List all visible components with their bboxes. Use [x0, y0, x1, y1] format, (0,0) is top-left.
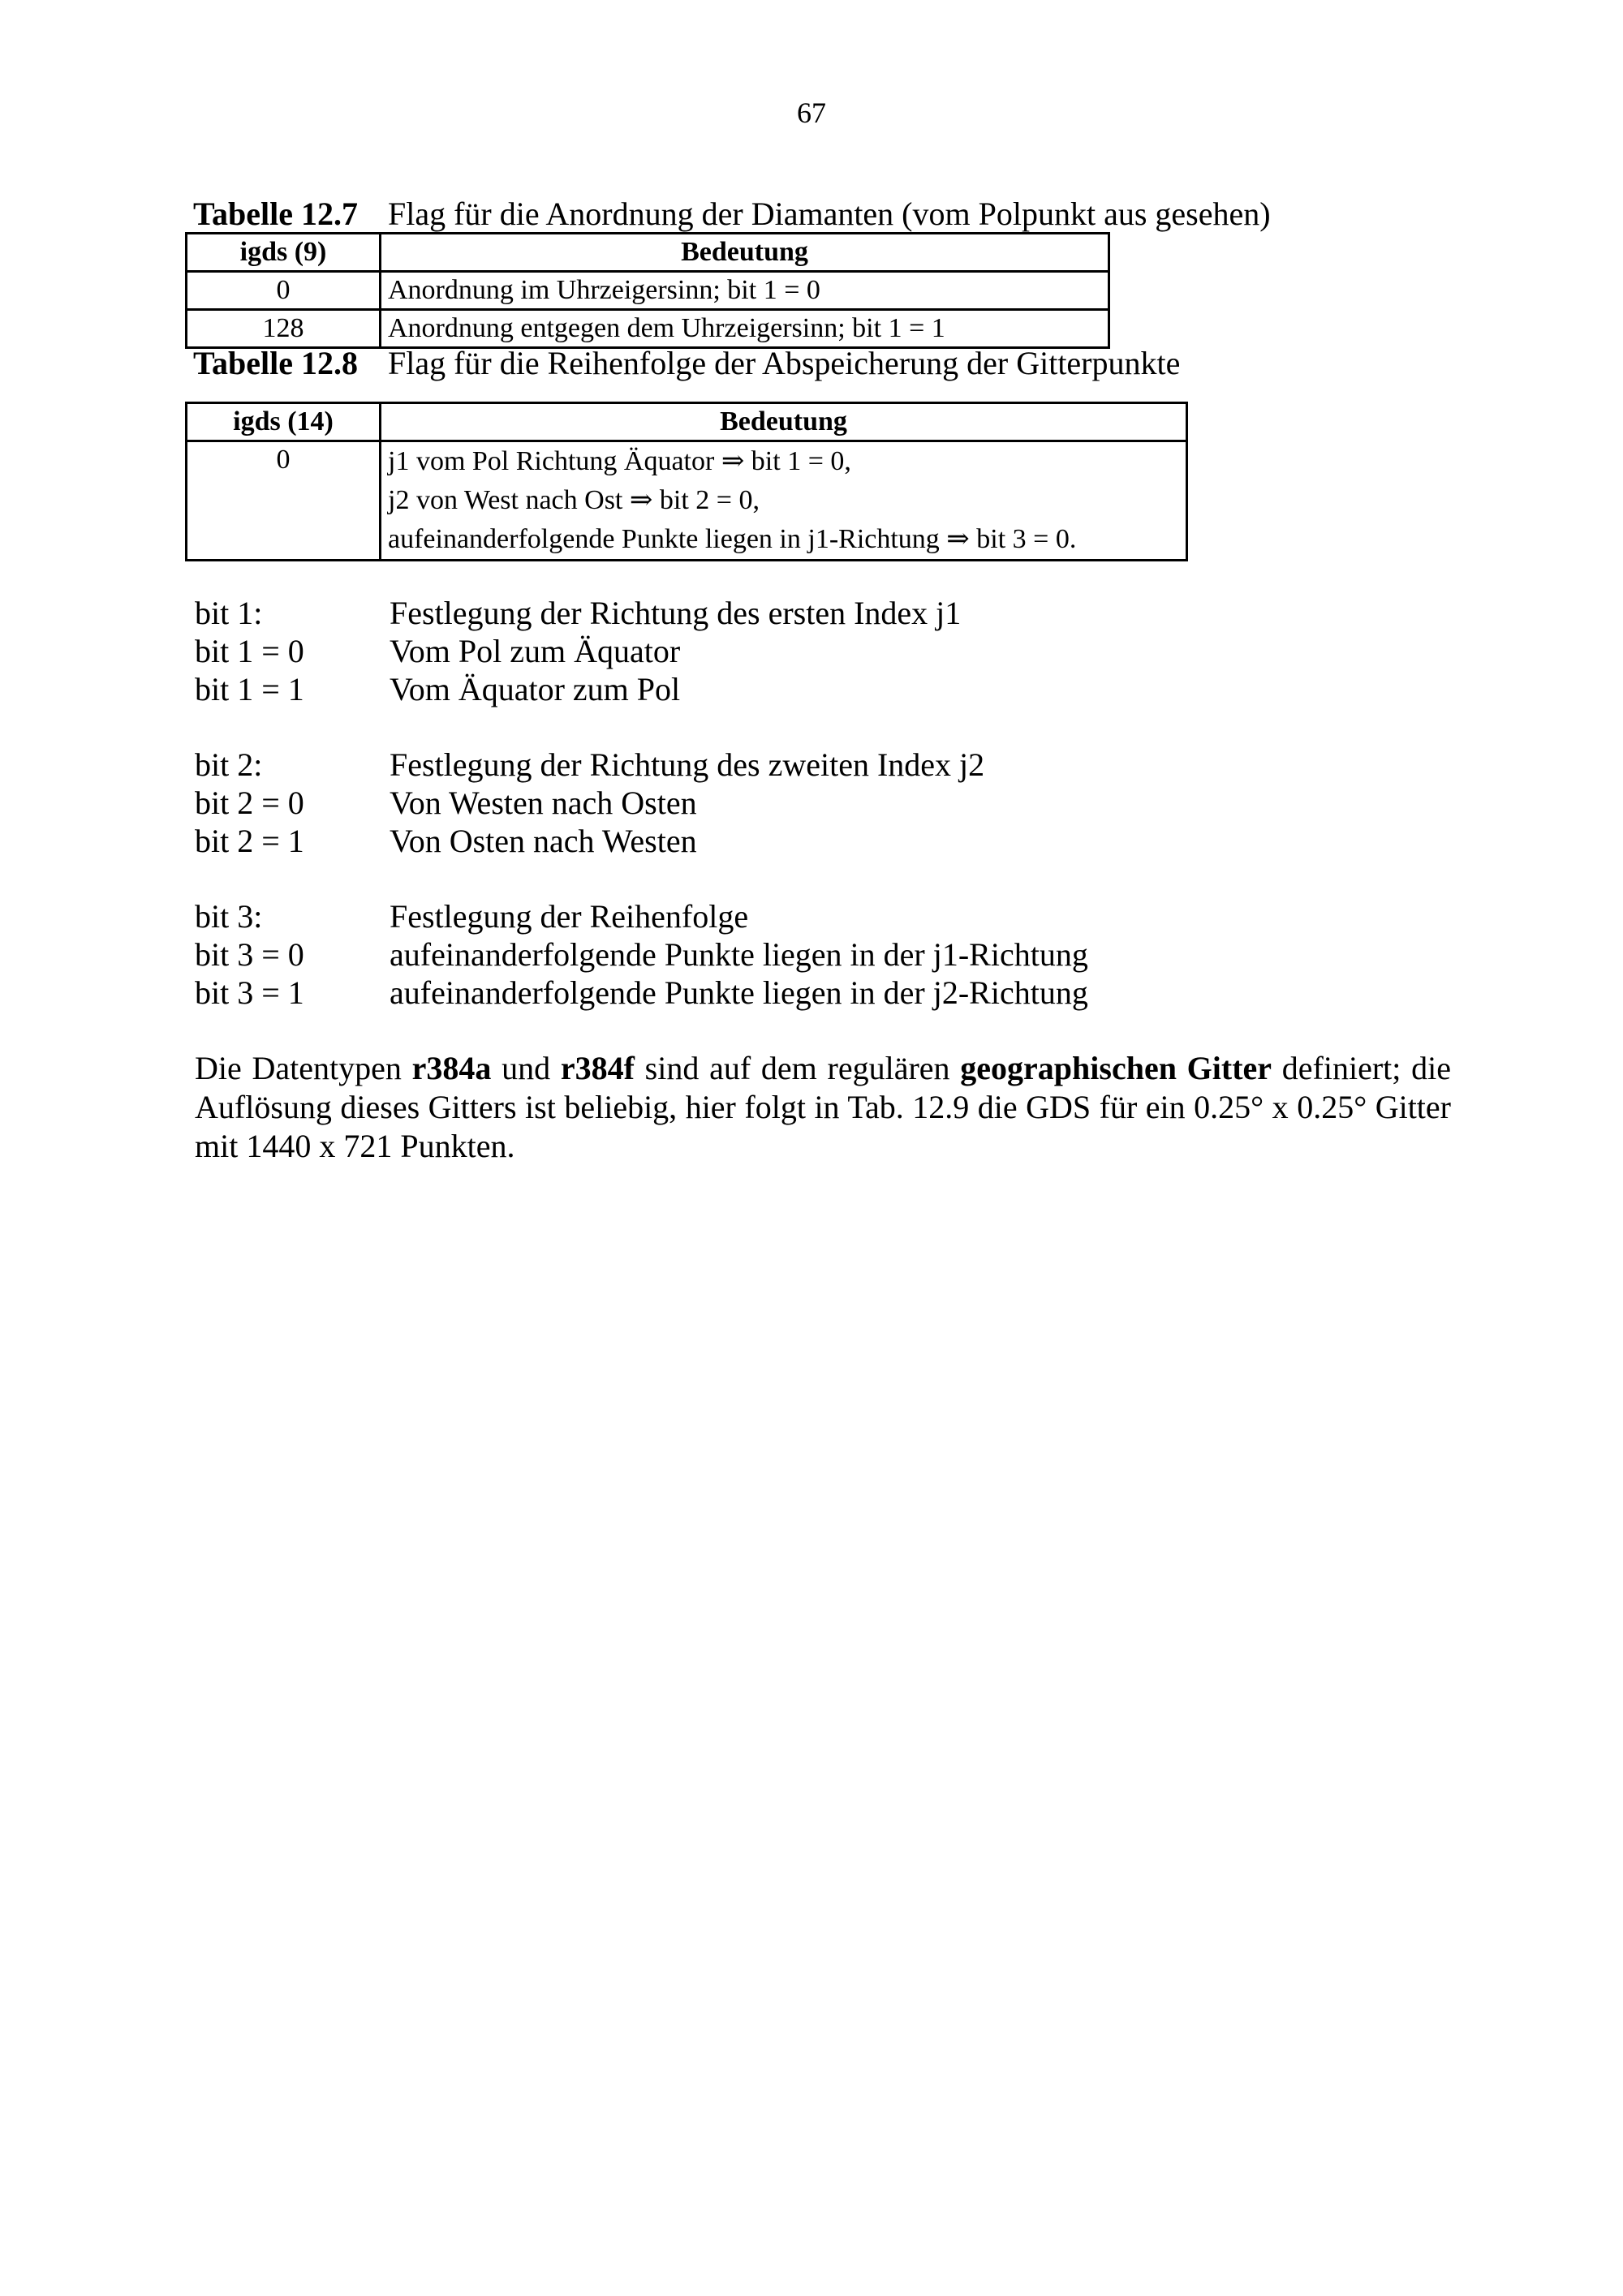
- table-row: [187, 441, 1187, 561]
- bit-value: Vom Pol zum Äquator: [390, 633, 681, 669]
- bit-row: [195, 974, 1088, 1012]
- paragraph-text: definiert; die Auflösung dieses Gitters ist beliebig, hier folgt in Tab. 12.9 die GDS für ein 0.25° x 0.25° Gitter mit 1440 x 721 Punkten.: [195, 1050, 1452, 1164]
- column-header: Bedeutung: [381, 403, 1187, 441]
- bit-value: aufeinanderfolgende Punkte liegen in der j2-Richtung: [390, 974, 1088, 1011]
- body-paragraph: [195, 1049, 1451, 1166]
- bit-key: bit 1 = 1: [195, 671, 304, 707]
- bit-row: [195, 594, 1088, 632]
- bit-value: Festlegung der Reihenfolge: [390, 898, 749, 935]
- datatype-r384f: r384f: [560, 1050, 635, 1086]
- paragraph-text: sind auf dem regulären: [634, 1050, 961, 1086]
- table-12-7-caption: [193, 195, 1271, 233]
- bit-group-2: [195, 746, 1088, 860]
- table-row: [187, 310, 1109, 348]
- table-cell-code: 0: [187, 441, 381, 561]
- bit-row: [195, 746, 1088, 784]
- table-header-row: [187, 234, 1109, 272]
- page-number: 67: [797, 97, 826, 129]
- bit-key: bit 2:: [195, 746, 263, 783]
- bit-group-3: [195, 897, 1088, 1012]
- table-cell-code: 128: [187, 310, 381, 348]
- bit-value: Festlegung der Richtung des ersten Index j1: [390, 595, 962, 631]
- bit-row: [195, 784, 1088, 822]
- bit-value: Vom Äquator zum Pol: [390, 671, 681, 707]
- caption-text: Flag für die Reihenfolge der Abspeicherung der Gitterpunkte: [388, 345, 1181, 381]
- description-line: j2 von West nach Ost ⇒ bit 2 = 0,: [388, 485, 760, 515]
- bit-key: bit 1 = 0: [195, 633, 304, 669]
- bit-row: [195, 897, 1088, 935]
- bit-value: Festlegung der Richtung des zweiten Index j2: [390, 746, 985, 783]
- bit-key: bit 2 = 0: [195, 785, 304, 821]
- paragraph-text: Die Datentypen: [195, 1050, 412, 1086]
- caption-label: Tabelle 12.8: [193, 345, 358, 381]
- table-12-8-caption: [193, 344, 1180, 382]
- bit-value: aufeinanderfolgende Punkte liegen in der j1-Richtung: [390, 936, 1088, 973]
- table-cell-description: [381, 441, 1187, 561]
- column-header: Bedeutung: [381, 234, 1109, 272]
- description-line: j1 vom Pol Richtung Äquator ⇒ bit 1 = 0,: [388, 446, 851, 476]
- bit-value: Von Osten nach Westen: [390, 823, 697, 859]
- geographic-grid-term: geographischen Gitter: [960, 1050, 1272, 1086]
- bit-key: bit 3:: [195, 898, 263, 935]
- column-header: igds (14): [187, 403, 381, 441]
- column-header: igds (9): [187, 234, 381, 272]
- description-line: aufeinanderfolgende Punkte liegen in j1-Richtung ⇒ bit 3 = 0.: [388, 524, 1077, 554]
- table-row: [187, 272, 1109, 310]
- bit-key: bit 3 = 0: [195, 936, 304, 973]
- datatype-r384a: r384a: [411, 1050, 492, 1086]
- bit-row: [195, 935, 1088, 974]
- table-cell-description: Anordnung entgegen dem Uhrzeigersinn; bit 1 = 1: [381, 310, 1109, 348]
- caption-label: Tabelle 12.7: [193, 196, 358, 232]
- table-cell-description: Anordnung im Uhrzeigersinn; bit 1 = 0: [381, 272, 1109, 310]
- table-12-7: [185, 232, 1110, 349]
- bit-group-1: [195, 594, 1088, 708]
- bit-key: bit 1:: [195, 595, 263, 631]
- paragraph-text: und: [491, 1050, 561, 1086]
- bit-row: [195, 822, 1088, 860]
- table-cell-code: 0: [187, 272, 381, 310]
- caption-text: Flag für die Anordnung der Diamanten (vom Polpunkt aus gesehen): [388, 196, 1271, 232]
- table-12-8: [185, 402, 1188, 561]
- bit-definitions: [195, 594, 1088, 1049]
- bit-key: bit 3 = 1: [195, 974, 304, 1011]
- bit-value: Von Westen nach Osten: [390, 785, 697, 821]
- bit-row: [195, 632, 1088, 670]
- table-header-row: [187, 403, 1187, 441]
- bit-row: [195, 670, 1088, 708]
- bit-key: bit 2 = 1: [195, 823, 304, 859]
